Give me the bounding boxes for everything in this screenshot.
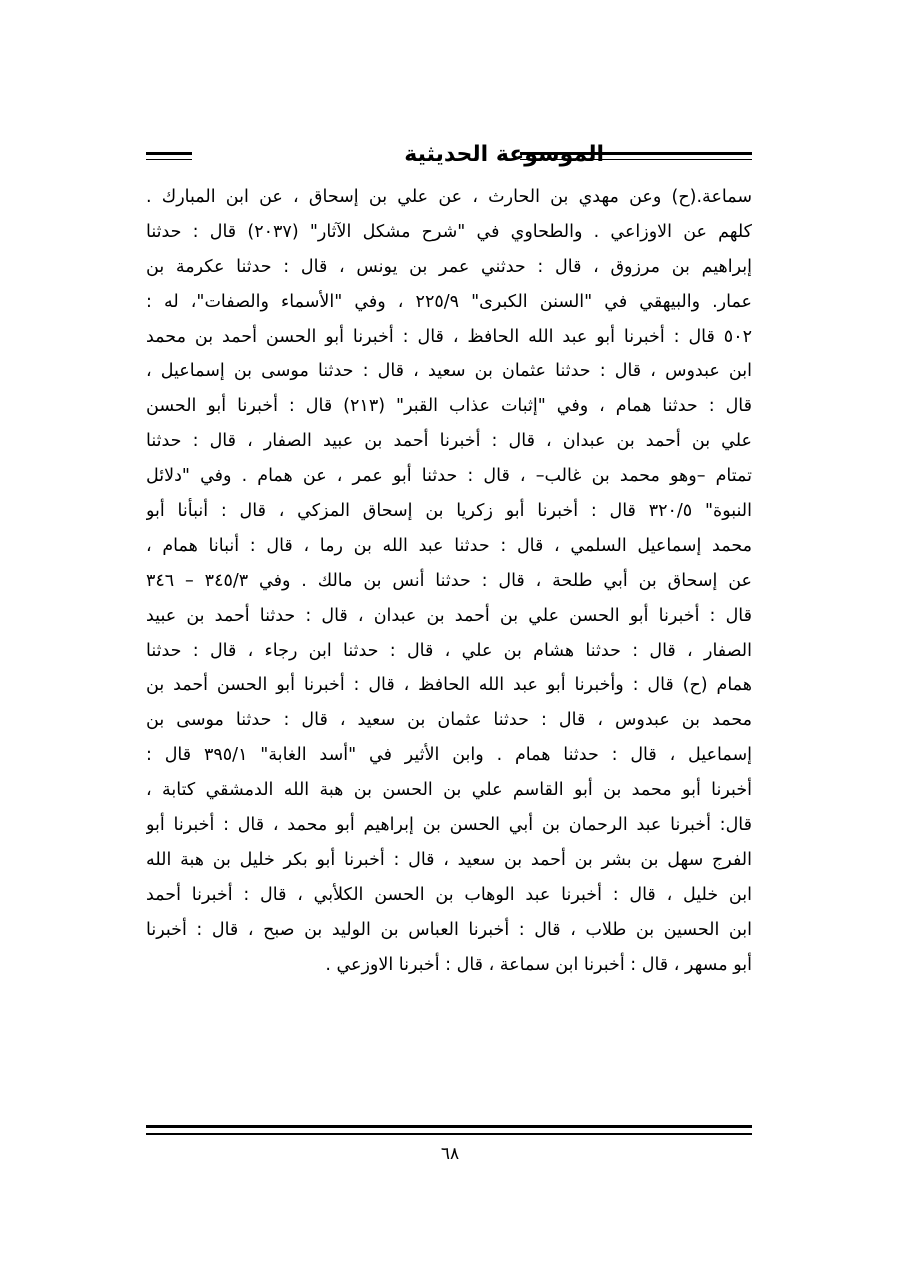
text-line: إبراهيم بن مرزوق ، قال : حدثني عمر بن يونس ، قال : حدثنا عكرمة بن [146, 256, 752, 277]
text-line: أخبرنا أبو محمد بن أبو القاسم علي بن الحسن بن هبة الله الدمشقي كتابة ، [146, 780, 752, 801]
footnote-text [146, 180, 752, 982]
text-line: إسماعيل ، قال : حدثنا همام . وابن الأثير في "أسد الغابة" ٣٩٥/١ قال : [146, 745, 752, 766]
text-line: الفرج سهل بن بشر بن أحمد بن سعيد ، قال : أخبرنا أبو بكر خليل بن هبة الله [146, 849, 752, 870]
text-line: قال: أخبرنا عبد الرحمان بن أبي الحسن بن إبراهيم أبو محمد ، قال : أخبرنا أبو [146, 815, 752, 836]
text-line: قال : أخبرنا أبو الحسن علي بن أحمد بن عبدان ، قال : حدثنا أحمد بن عبيد [146, 605, 752, 626]
page-header [146, 138, 752, 178]
text-line: النبوة" ٣٢٠/٥ قال : أخبرنا أبو زكريا بن إسحاق المزكي ، قال : أنبأنا أبو [146, 501, 752, 522]
text-line: تمتام –وهو محمد بن غالب– ، قال : حدثنا أبو عمر ، عن همام . وفي "دلائل [146, 466, 752, 487]
text-line: ابن خليل ، قال : أخبرنا عبد الوهاب بن الحسن الكلأبي ، قال : أخبرنا أحمد [146, 884, 752, 905]
text-line: الصفار ، قال : حدثنا هشام بن علي ، قال : حدثنا ابن رجاء ، قال : حدثنا [146, 640, 752, 661]
text-line: سماعة.(ح) وعن مهدي بن الحارث ، عن علي بن إسحاق ، عن ابن المبارك . [146, 187, 752, 207]
text-line: ابن الحسين بن طلاب ، قال : أخبرنا العباس بن الوليد بن صبح ، قال : أخبرنا [146, 919, 752, 940]
text-line: ابن عبدوس ، قال : حدثنا عثمان بن سعيد ، قال : حدثنا موسى بن إسماعيل ، [146, 361, 752, 382]
text-line: محمد إسماعيل السلمي ، قال : حدثنا عبد الله بن رما ، قال : أنبانا همام ، [146, 535, 752, 556]
text-line: قال : حدثنا همام ، وفي "إثبات عذاب القبر" (٢١٣) قال : أخبرنا أبو الحسن [146, 396, 752, 417]
text-line: عمار. والبيهقي في "السنن الكبرى" ٢٢٥/٩ ، وفي "الأسماء والصفات"، له : [146, 291, 752, 312]
text-line: عن إسحاق بن أبي طلحة ، قال : حدثنا أنس بن مالك . وفي ٣٤٥/٣ – ٣٤٦ [146, 570, 752, 591]
page-number: ٦٨ [440, 1144, 460, 1164]
text-line: أبو مسهر ، قال : أخبرنا ابن سماعة ، قال : أخبرنا الاوزعي . [325, 954, 752, 975]
text-line: كلهم عن الاوزاعي . والطحاوي في "شرح مشكل الآثار" (٢٠٣٧) قال : حدثنا [146, 221, 752, 242]
header-rule-left [146, 152, 192, 160]
footer-rule [146, 1125, 752, 1135]
text-line: محمد بن عبدوس ، قال : حدثنا عثمان بن سعيد ، قال : حدثنا موسى بن [146, 710, 752, 731]
text-line: علي بن أحمد بن عبدان ، قال : أخبرنا أحمد بن عبيد الصفار ، قال : حدثنا [146, 431, 752, 452]
text-line: همام (ح) قال : وأخبرنا أبو عبد الله الحافظ ، قال : أخبرنا أبو الحسن أحمد بن [146, 675, 752, 696]
text-line: ٥٠٢ قال : أخبرنا أبو عبد الله الحافظ ، قال : أخبرنا أبو الحسن أحمد بن محمد [146, 326, 752, 347]
running-title: الموسوعة الحديثية [404, 142, 604, 167]
